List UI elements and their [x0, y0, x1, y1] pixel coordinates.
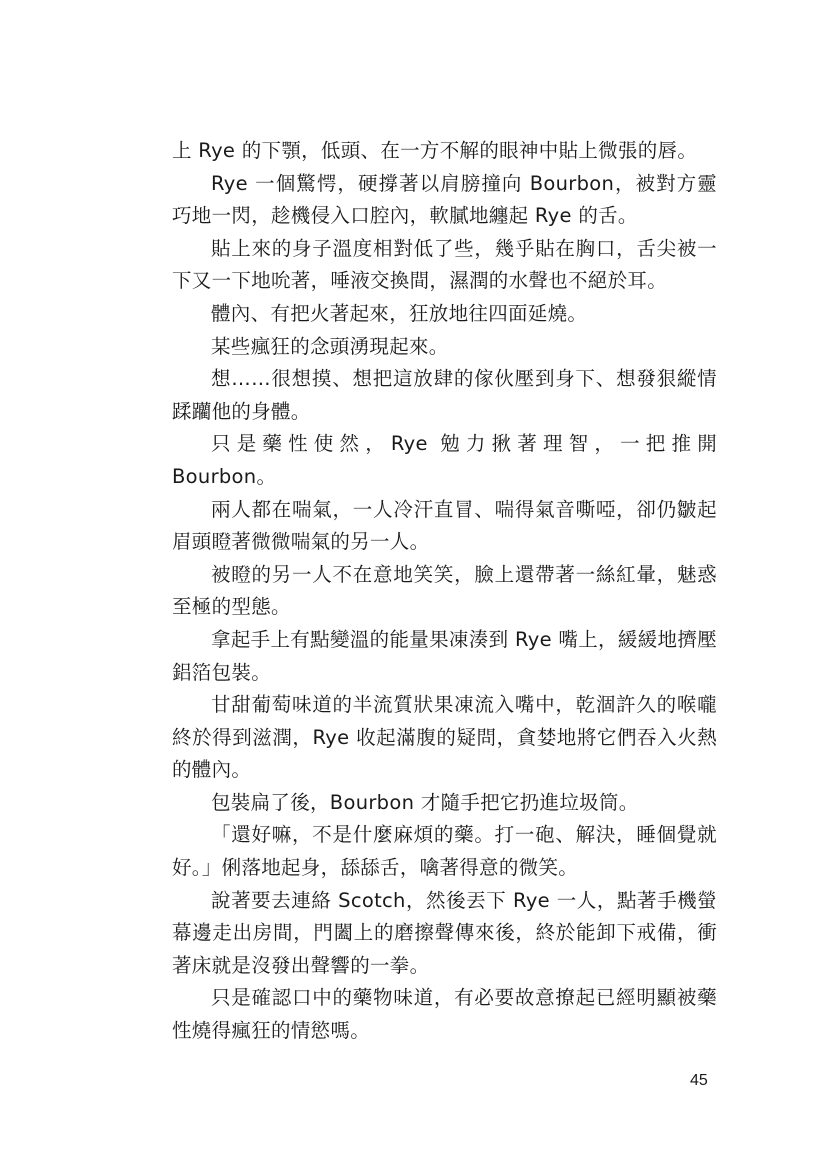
paragraph-11: 甘甜葡萄味道的半流質狀果凍流入嘴中，乾涸許久的喉嚨終於得到滋潤，Rye 收起滿腹的疑問，貪婪地將它們吞入火熱的體內。: [172, 693, 717, 782]
paragraph-13: 「還好嘛，不是什麼麻煩的藥。打一砲、解決，睡個覺就好。」俐落地起身，舔舔舌，噙著得意的微笑。: [172, 823, 717, 880]
paragraph-4: 體內、有把火著起來，狂放地往四面延燒。: [211, 301, 588, 325]
paragraph-1: 上 Rye 的下顎，低頭、在一方不解的眼神中貼上微張的唇。: [172, 139, 698, 162]
paragraph-3: 貼上來的身子溫度相對低了些，幾乎貼在胸口，舌尖被一下又一下地吮著，唾液交換間，濕潤的水聲也不絕於耳。: [172, 236, 717, 293]
paragraph-9: 被瞪的另一人不在意地笑笑，臉上還帶著一絲紅暈，魅惑至極的型態。: [172, 562, 717, 619]
body-text: [172, 135, 717, 1048]
paragraph-6: 想……很想摸、想把這放肆的傢伙壓到身下、想發狠縱情蹂躪他的身體。: [172, 367, 717, 423]
page-number: 45: [690, 1072, 708, 1089]
paragraph-15: 只是確認口中的藥物味道，有必要故意撩起已經明顯被藥性燒得瘋狂的情慾嗎。: [172, 986, 717, 1043]
paragraph-5: 某些瘋狂的念頭湧現起來。: [211, 334, 449, 358]
paragraph-14: 說著要去連絡 Scotch，然後丟下 Rye 一人，點著手機螢幕邊走出房間，門闔上的磨擦聲傳來後，終於能卸下戒備，衝著床就是沒發出聲響的一拳。: [172, 888, 717, 977]
paragraph-2: Rye 一個驚愕，硬撐著以肩膀撞向 Bourbon，被對方靈巧地一閃，趁機侵入口腔內，軟膩地纏起 Rye 的舌。: [172, 171, 717, 228]
paragraph-7: 只是藥性使然，Rye 勉力揪著理智，一把推開 Bourbon。: [172, 432, 717, 488]
paragraph-12: 包裝扁了後，Bourbon 才隨手把它扔進垃圾筒。: [211, 790, 639, 814]
paragraph-8: 兩人都在喘氣，一人冷汗直冒、喘得氣音嘶啞，卻仍皺起眉頭瞪著微微喘氣的另一人。: [172, 497, 717, 554]
paragraph-10: 拿起手上有點變溫的能量果凍湊到 Rye 嘴上，緩緩地擠壓鋁箔包裝。: [172, 627, 717, 684]
